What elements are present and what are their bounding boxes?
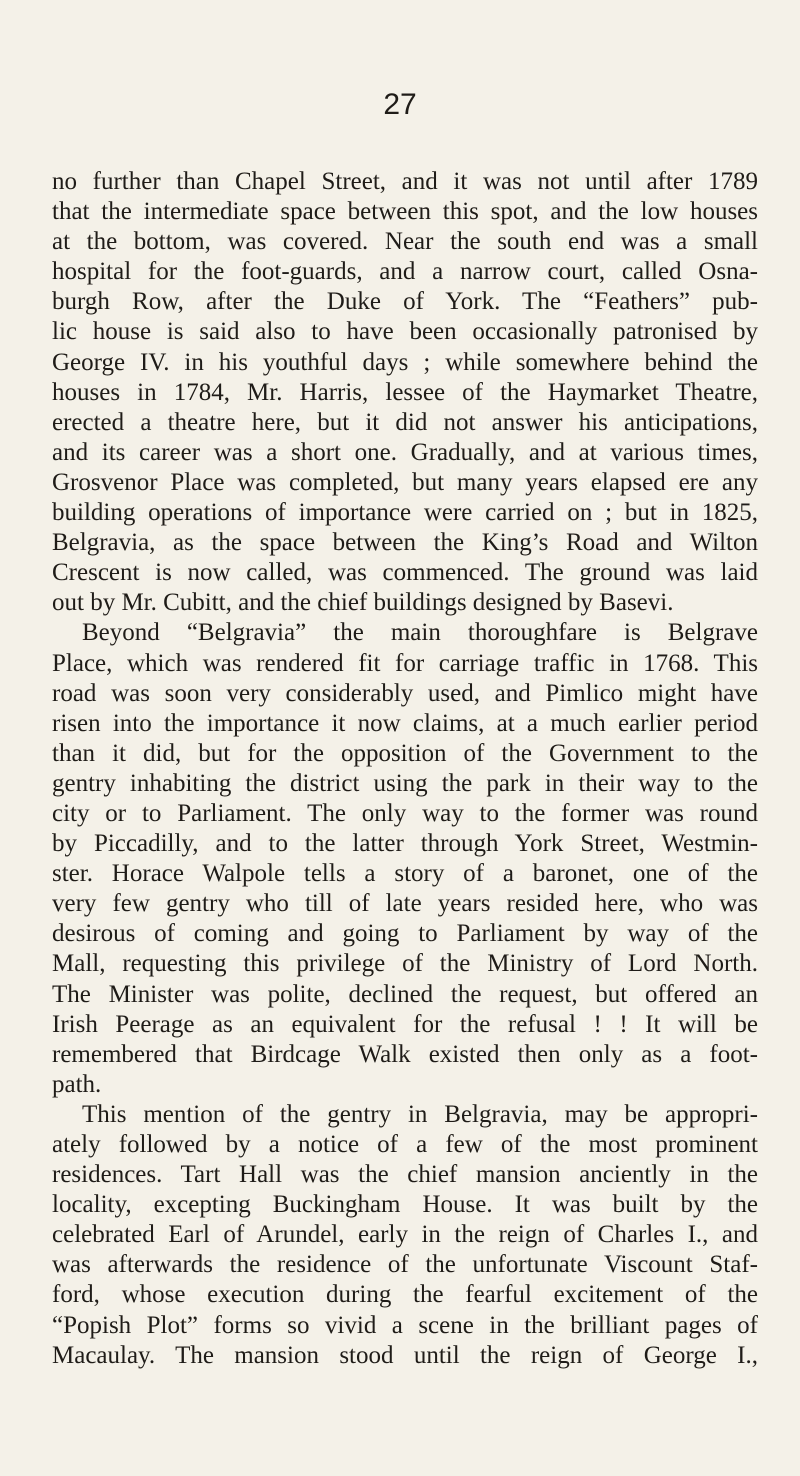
text-line: This mention of the gentry in Belgravia, may be appropri- bbox=[82, 1100, 758, 1128]
text-line: by Piccadilly, and to the latter through York Street, Westmin- bbox=[52, 830, 758, 858]
text-line: celebrated Earl of Arundel, early in the reign of Charles I., and bbox=[52, 1221, 758, 1249]
text-line: gentry inhabiting the district using the park in their way to the bbox=[52, 769, 758, 797]
text-line: at the bottom, was covered. Near the south end was a small bbox=[52, 228, 758, 256]
text-line: Crescent is now called, was commenced. The ground was laid bbox=[52, 559, 758, 587]
text-line: desirous of coming and going to Parliament by way of the bbox=[52, 920, 758, 948]
text-line: that the intermediate space between this spot, and the low houses bbox=[52, 198, 758, 226]
text-line: out by Mr. Cubitt, and the chief buildings designed by Basevi. bbox=[52, 589, 674, 617]
text-line: path. bbox=[52, 1070, 102, 1098]
text-line: Irish Peerage as an equivalent for the refusal ! ! It will be bbox=[52, 1010, 758, 1038]
body-text bbox=[52, 167, 758, 1371]
text-line: residences. Tart Hall was the chief mansion anciently in the bbox=[52, 1161, 758, 1189]
text-line: very few gentry who till of late years resided here, who was bbox=[52, 890, 758, 918]
text-line: ford, whose execution during the fearful excitement of the bbox=[52, 1281, 758, 1309]
text-line: was afterwards the residence of the unfortunate Viscount Staf- bbox=[52, 1251, 758, 1279]
text-line: Place, which was rendered fit for carriage traffic in 1768. This bbox=[52, 649, 758, 677]
text-line: burgh Row, after the Duke of York. The “Feathers” pub- bbox=[52, 288, 758, 316]
text-line: than it did, but for the opposition of the Government to the bbox=[52, 739, 758, 767]
text-line: building operations of importance were carried on ; but in 1825, bbox=[52, 499, 758, 527]
text-line: road was soon very considerably used, and Pimlico might have bbox=[52, 679, 758, 707]
text-line: hospital for the foot-guards, and a narrow court, called Osna- bbox=[52, 258, 758, 286]
text-line: ster. Horace Walpole tells a story of a baronet, one of the bbox=[52, 860, 758, 888]
text-line: city or to Parliament. The only way to the former was round bbox=[52, 799, 758, 827]
text-line: remembered that Birdcage Walk existed then only as a foot- bbox=[52, 1040, 758, 1068]
text-line: Belgravia, as the space between the King’s Road and Wilton bbox=[52, 529, 758, 557]
text-line: lic house is said also to have been occasionally patronised by bbox=[52, 318, 758, 346]
text-line: Grosvenor Place was completed, but many years elapsed ere any bbox=[52, 468, 758, 496]
text-line: houses in 1784, Mr. Harris, lessee of the Haymarket Theatre, bbox=[52, 378, 758, 406]
text-line: risen into the importance it now claims, at a much earlier period bbox=[52, 709, 758, 737]
text-line: “Popish Plot” forms so vivid a scene in the brilliant pages of bbox=[52, 1311, 758, 1339]
text-line: George IV. in his youthful days ; while somewhere behind the bbox=[52, 348, 758, 376]
text-line: ately followed by a notice of a few of the most prominent bbox=[52, 1131, 758, 1158]
text-line: no further than Chapel Street, and it was not until after 1789 bbox=[52, 168, 758, 195]
text-line: Mall, requesting this privilege of the Ministry of Lord North. bbox=[52, 950, 758, 978]
text-line: locality, excepting Buckingham House. It was built by the bbox=[52, 1191, 758, 1219]
text-line: The Minister was polite, declined the request, but offered an bbox=[52, 980, 758, 1008]
text-line: and its career was a short one. Gradually, and at various times, bbox=[52, 438, 758, 466]
page-number: 27 bbox=[383, 88, 417, 121]
text-line: Macaulay. The mansion stood until the reign of George I., bbox=[52, 1341, 758, 1369]
text-line: erected a theatre here, but it did not answer his anticipations, bbox=[52, 408, 758, 436]
text-line: Beyond “Belgravia” the main thoroughfare is Belgrave bbox=[82, 619, 758, 647]
